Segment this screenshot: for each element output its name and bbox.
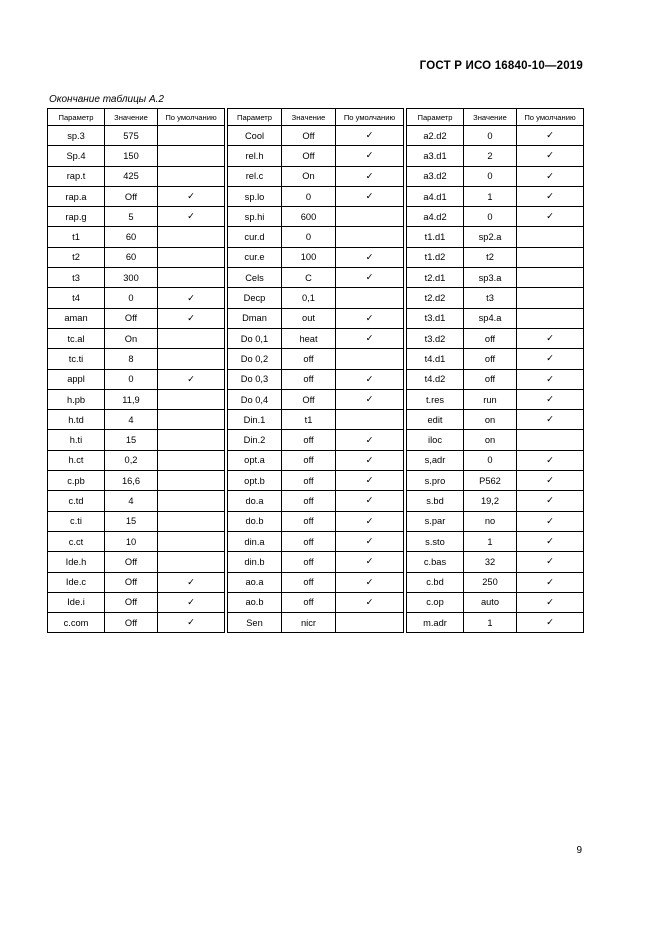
value-cell: P562 <box>464 471 517 491</box>
default-check-cell: ✓ <box>517 186 584 206</box>
value-cell: On <box>282 166 336 186</box>
default-check-cell: ✓ <box>336 369 404 389</box>
default-check-cell: ✓ <box>517 572 584 592</box>
value-cell: run <box>464 389 517 409</box>
default-check-cell <box>517 227 584 247</box>
parameter-cell: aman <box>48 308 105 328</box>
value-cell: 4 <box>105 491 158 511</box>
parameter-cell: rel.h <box>228 146 282 166</box>
default-check-cell: ✓ <box>517 126 584 146</box>
parameter-cell: appl <box>48 369 105 389</box>
value-cell: on <box>464 410 517 430</box>
default-check-cell <box>158 531 225 551</box>
parameter-cell: opt.a <box>228 450 282 470</box>
default-check-cell <box>158 430 225 450</box>
value-cell: 1 <box>464 613 517 633</box>
parameter-cell: t2 <box>48 247 105 267</box>
default-check-cell <box>158 126 225 146</box>
value-cell: Off <box>282 126 336 146</box>
table-row <box>48 186 584 206</box>
parameter-cell: edit <box>407 410 464 430</box>
default-check-cell: ✓ <box>336 471 404 491</box>
default-check-cell <box>158 552 225 572</box>
parameter-cell: rap.a <box>48 186 105 206</box>
value-cell: Off <box>105 592 158 612</box>
value-cell: sp3.a <box>464 268 517 288</box>
default-check-cell <box>336 410 404 430</box>
parameter-cell: ao.b <box>228 592 282 612</box>
default-check-cell: ✓ <box>517 531 584 551</box>
table-row <box>48 247 584 267</box>
value-cell: on <box>464 430 517 450</box>
parameter-cell: din.b <box>228 552 282 572</box>
value-cell: 32 <box>464 552 517 572</box>
default-check-cell <box>336 288 404 308</box>
parameter-cell: Do 0,3 <box>228 369 282 389</box>
value-cell: Off <box>105 613 158 633</box>
default-check-cell: ✓ <box>336 268 404 288</box>
value-cell: 0,1 <box>282 288 336 308</box>
parameter-cell: a2.d2 <box>407 126 464 146</box>
table-header-row <box>48 109 584 126</box>
default-check-cell: ✓ <box>517 349 584 369</box>
parameter-cell: Cels <box>228 268 282 288</box>
parameter-cell: sp.lo <box>228 186 282 206</box>
default-check-cell <box>158 511 225 531</box>
value-cell: 0,2 <box>105 450 158 470</box>
parameter-cell: h.pb <box>48 389 105 409</box>
table-row <box>48 126 584 146</box>
default-check-cell: ✓ <box>336 552 404 572</box>
parameter-cell: t4 <box>48 288 105 308</box>
default-check-cell <box>158 247 225 267</box>
parameter-cell: Do 0,1 <box>228 328 282 348</box>
value-cell: Off <box>105 308 158 328</box>
parameter-cell: s.bd <box>407 491 464 511</box>
parameter-cell: s.pro <box>407 471 464 491</box>
parameter-cell: Dman <box>228 308 282 328</box>
table-row <box>48 328 584 348</box>
value-cell: 0 <box>464 126 517 146</box>
page-number: 9 <box>576 845 582 856</box>
parameter-table <box>47 108 584 633</box>
parameter-cell: Din.1 <box>228 410 282 430</box>
default-check-cell: ✓ <box>517 511 584 531</box>
default-check-cell: ✓ <box>158 207 225 227</box>
parameter-cell: t1.d1 <box>407 227 464 247</box>
default-check-cell: ✓ <box>517 410 584 430</box>
default-check-cell <box>158 491 225 511</box>
parameter-cell: iloc <box>407 430 464 450</box>
default-check-cell <box>336 207 404 227</box>
table-row <box>48 450 584 470</box>
table-row <box>48 471 584 491</box>
value-cell: 250 <box>464 572 517 592</box>
value-cell: nicr <box>282 613 336 633</box>
parameter-cell: c.ct <box>48 531 105 551</box>
value-cell: Off <box>105 572 158 592</box>
default-check-cell: ✓ <box>336 328 404 348</box>
default-check-cell <box>517 247 584 267</box>
value-cell: off <box>464 328 517 348</box>
parameter-cell: a4.d1 <box>407 186 464 206</box>
parameter-cell: Do 0,2 <box>228 349 282 369</box>
table-row <box>48 268 584 288</box>
default-check-cell: ✓ <box>336 247 404 267</box>
parameter-cell: a3.d2 <box>407 166 464 186</box>
value-cell: off <box>282 552 336 572</box>
parameter-cell: rap.t <box>48 166 105 186</box>
parameter-cell: Ide.c <box>48 572 105 592</box>
value-cell: off <box>464 349 517 369</box>
value-cell: 1 <box>464 186 517 206</box>
parameter-cell: t4.d2 <box>407 369 464 389</box>
parameter-cell: t4.d1 <box>407 349 464 369</box>
default-check-cell: ✓ <box>336 146 404 166</box>
default-check-cell: ✓ <box>158 308 225 328</box>
value-cell: off <box>282 511 336 531</box>
value-cell: no <box>464 511 517 531</box>
parameter-cell: c.op <box>407 592 464 612</box>
value-cell: On <box>105 328 158 348</box>
table-row <box>48 146 584 166</box>
table-row <box>48 592 584 612</box>
value-cell: 60 <box>105 227 158 247</box>
header-default: По умолчанию <box>517 109 584 126</box>
value-cell: 2 <box>464 146 517 166</box>
header-parameter: Параметр <box>407 109 464 126</box>
default-check-cell: ✓ <box>336 308 404 328</box>
default-check-cell <box>158 328 225 348</box>
value-cell: 425 <box>105 166 158 186</box>
parameter-cell: c.td <box>48 491 105 511</box>
table-row <box>48 288 584 308</box>
parameter-cell: Do 0,4 <box>228 389 282 409</box>
value-cell: out <box>282 308 336 328</box>
value-cell: 0 <box>282 186 336 206</box>
parameter-cell: tc.al <box>48 328 105 348</box>
table-row <box>48 389 584 409</box>
default-check-cell <box>158 450 225 470</box>
parameter-cell: t1.d2 <box>407 247 464 267</box>
parameter-cell: Ide.i <box>48 592 105 612</box>
value-cell: heat <box>282 328 336 348</box>
table-row <box>48 369 584 389</box>
parameter-cell: h.ti <box>48 430 105 450</box>
parameter-cell: Ide.h <box>48 552 105 572</box>
default-check-cell <box>517 308 584 328</box>
table-row <box>48 430 584 450</box>
default-check-cell: ✓ <box>517 207 584 227</box>
parameter-cell: t3.d2 <box>407 328 464 348</box>
default-check-cell <box>517 268 584 288</box>
header-value: Значение <box>464 109 517 126</box>
parameter-cell: do.b <box>228 511 282 531</box>
parameter-cell: c.pb <box>48 471 105 491</box>
value-cell: sp4.a <box>464 308 517 328</box>
default-check-cell: ✓ <box>517 613 584 633</box>
parameter-cell: h.td <box>48 410 105 430</box>
value-cell: off <box>282 450 336 470</box>
parameter-cell: m.adr <box>407 613 464 633</box>
default-check-cell: ✓ <box>158 288 225 308</box>
default-check-cell <box>158 227 225 247</box>
parameter-cell: s,adr <box>407 450 464 470</box>
parameter-cell: a3.d1 <box>407 146 464 166</box>
default-check-cell: ✓ <box>336 166 404 186</box>
default-check-cell <box>158 146 225 166</box>
parameter-cell: sp.hi <box>228 207 282 227</box>
table-row <box>48 410 584 430</box>
parameter-cell: c.ti <box>48 511 105 531</box>
parameter-cell: sp.3 <box>48 126 105 146</box>
header-default: По умолчанию <box>158 109 225 126</box>
default-check-cell <box>336 613 404 633</box>
default-check-cell: ✓ <box>517 450 584 470</box>
parameter-cell: c.bas <box>407 552 464 572</box>
value-cell: Off <box>105 186 158 206</box>
value-cell: 0 <box>464 166 517 186</box>
table-row <box>48 552 584 572</box>
parameter-cell: t3 <box>48 268 105 288</box>
value-cell: 16,6 <box>105 471 158 491</box>
parameter-cell: rel.c <box>228 166 282 186</box>
default-check-cell: ✓ <box>517 389 584 409</box>
value-cell: 5 <box>105 207 158 227</box>
value-cell: 0 <box>464 207 517 227</box>
parameter-cell: t3.d1 <box>407 308 464 328</box>
table-row <box>48 531 584 551</box>
value-cell: 11,9 <box>105 389 158 409</box>
document-standard-code: ГОСТ Р ИСО 16840-10—2019 <box>419 60 583 72</box>
value-cell: Off <box>282 146 336 166</box>
value-cell: off <box>282 471 336 491</box>
parameter-cell: h.ct <box>48 450 105 470</box>
parameter-cell: do.a <box>228 491 282 511</box>
parameter-cell: Cool <box>228 126 282 146</box>
value-cell: 100 <box>282 247 336 267</box>
table-row <box>48 207 584 227</box>
header-parameter: Параметр <box>48 109 105 126</box>
parameter-cell: t.res <box>407 389 464 409</box>
parameter-cell: c.bd <box>407 572 464 592</box>
default-check-cell: ✓ <box>517 471 584 491</box>
parameter-cell: cur.d <box>228 227 282 247</box>
parameter-cell: tc.ti <box>48 349 105 369</box>
value-cell: 60 <box>105 247 158 267</box>
value-cell: Off <box>282 389 336 409</box>
parameter-cell: a4.d2 <box>407 207 464 227</box>
default-check-cell <box>158 410 225 430</box>
default-check-cell: ✓ <box>158 592 225 612</box>
value-cell: 4 <box>105 410 158 430</box>
value-cell: 0 <box>282 227 336 247</box>
header-parameter: Параметр <box>228 109 282 126</box>
value-cell: 8 <box>105 349 158 369</box>
default-check-cell: ✓ <box>517 592 584 612</box>
value-cell: 0 <box>464 450 517 470</box>
default-check-cell <box>336 349 404 369</box>
parameter-cell: t1 <box>48 227 105 247</box>
value-cell: 600 <box>282 207 336 227</box>
value-cell: 19,2 <box>464 491 517 511</box>
value-cell: 0 <box>105 369 158 389</box>
value-cell: off <box>282 491 336 511</box>
default-check-cell: ✓ <box>158 186 225 206</box>
parameter-cell: Din.2 <box>228 430 282 450</box>
value-cell: 10 <box>105 531 158 551</box>
parameter-cell: Sp.4 <box>48 146 105 166</box>
parameter-cell: din.a <box>228 531 282 551</box>
default-check-cell <box>158 268 225 288</box>
value-cell: off <box>282 430 336 450</box>
default-check-cell: ✓ <box>158 369 225 389</box>
table-row <box>48 308 584 328</box>
value-cell: off <box>282 592 336 612</box>
header-default: По умолчанию <box>336 109 404 126</box>
table-row <box>48 491 584 511</box>
table-row <box>48 227 584 247</box>
default-check-cell: ✓ <box>517 166 584 186</box>
default-check-cell: ✓ <box>336 389 404 409</box>
header-value: Значение <box>105 109 158 126</box>
value-cell: 15 <box>105 430 158 450</box>
header-value: Значение <box>282 109 336 126</box>
table-caption: Окончание таблицы А.2 <box>49 94 164 105</box>
default-check-cell: ✓ <box>336 592 404 612</box>
value-cell: t2 <box>464 247 517 267</box>
parameter-cell: t2.d2 <box>407 288 464 308</box>
parameter-cell: s.par <box>407 511 464 531</box>
value-cell: 0 <box>105 288 158 308</box>
default-check-cell: ✓ <box>336 531 404 551</box>
parameter-cell: t2.d1 <box>407 268 464 288</box>
default-check-cell: ✓ <box>336 126 404 146</box>
table-row <box>48 349 584 369</box>
value-cell: off <box>282 572 336 592</box>
parameter-cell: rap.g <box>48 207 105 227</box>
value-cell: Off <box>105 552 158 572</box>
default-check-cell: ✓ <box>517 552 584 572</box>
default-check-cell <box>158 471 225 491</box>
value-cell: t3 <box>464 288 517 308</box>
parameter-cell: ao.a <box>228 572 282 592</box>
default-check-cell: ✓ <box>517 146 584 166</box>
default-check-cell <box>158 389 225 409</box>
default-check-cell <box>336 227 404 247</box>
default-check-cell <box>517 288 584 308</box>
value-cell: 1 <box>464 531 517 551</box>
value-cell: off <box>464 369 517 389</box>
default-check-cell <box>158 349 225 369</box>
value-cell: 15 <box>105 511 158 531</box>
default-check-cell: ✓ <box>336 430 404 450</box>
default-check-cell: ✓ <box>517 491 584 511</box>
default-check-cell: ✓ <box>158 613 225 633</box>
value-cell: t1 <box>282 410 336 430</box>
parameter-cell: cur.e <box>228 247 282 267</box>
value-cell: auto <box>464 592 517 612</box>
value-cell: 150 <box>105 146 158 166</box>
default-check-cell: ✓ <box>336 491 404 511</box>
default-check-cell: ✓ <box>158 572 225 592</box>
default-check-cell <box>158 166 225 186</box>
default-check-cell <box>517 430 584 450</box>
default-check-cell: ✓ <box>336 450 404 470</box>
value-cell: 300 <box>105 268 158 288</box>
value-cell: off <box>282 531 336 551</box>
default-check-cell: ✓ <box>336 572 404 592</box>
value-cell: C <box>282 268 336 288</box>
default-check-cell: ✓ <box>517 328 584 348</box>
default-check-cell: ✓ <box>336 186 404 206</box>
parameter-cell: c.com <box>48 613 105 633</box>
table-row <box>48 613 584 633</box>
parameter-cell: Decp <box>228 288 282 308</box>
table-row <box>48 572 584 592</box>
table-row <box>48 166 584 186</box>
table-row <box>48 511 584 531</box>
parameter-cell: s.sto <box>407 531 464 551</box>
value-cell: off <box>282 369 336 389</box>
default-check-cell: ✓ <box>336 511 404 531</box>
parameter-cell: Sen <box>228 613 282 633</box>
default-check-cell: ✓ <box>517 369 584 389</box>
value-cell: sp2.a <box>464 227 517 247</box>
value-cell: off <box>282 349 336 369</box>
parameter-cell: opt.b <box>228 471 282 491</box>
value-cell: 575 <box>105 126 158 146</box>
